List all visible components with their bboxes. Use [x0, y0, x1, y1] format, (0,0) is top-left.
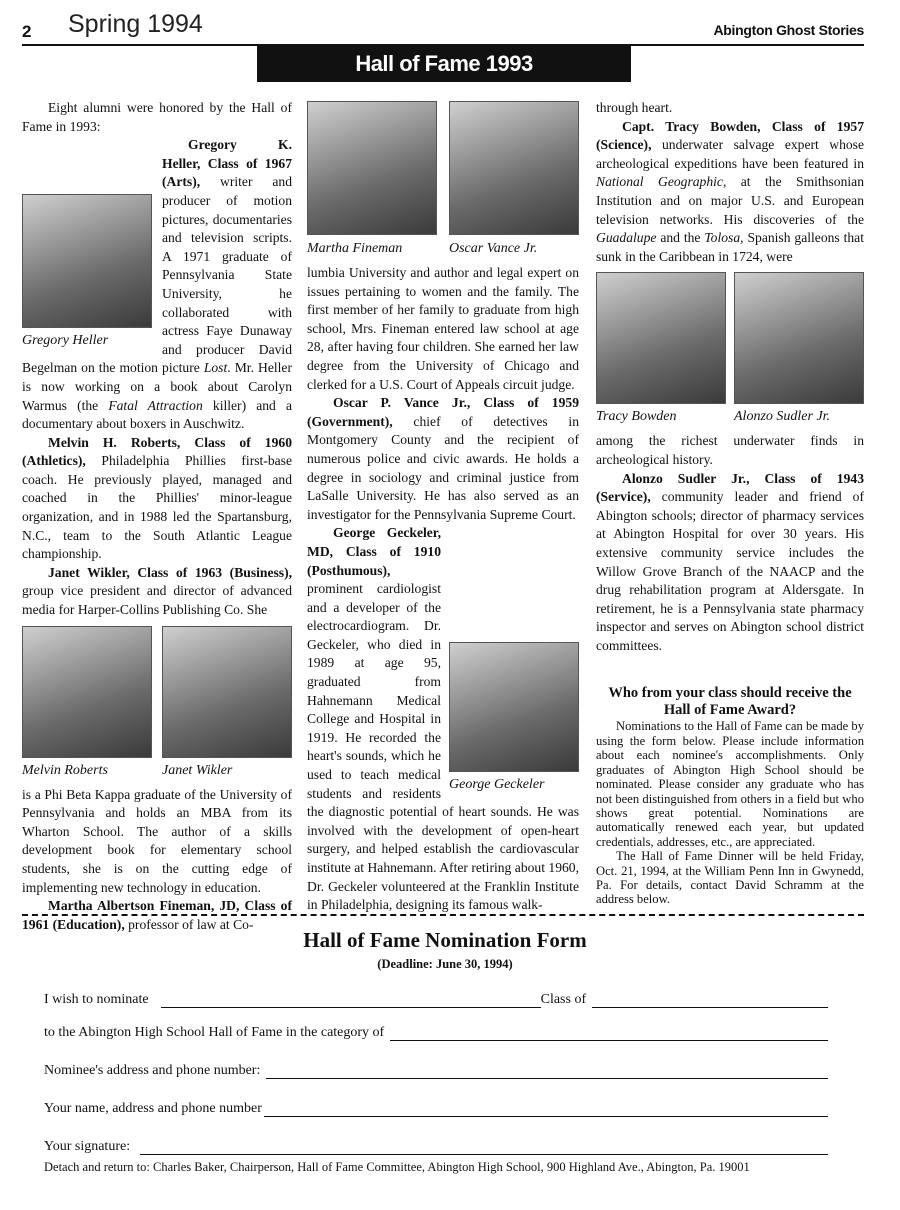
- column-3: [596, 99, 864, 907]
- portrait-image: [22, 626, 152, 758]
- honoree-name: Gregory K. Heller, Class of 1967 (Arts),: [162, 137, 292, 190]
- photo-caption: Tracy Bowden: [596, 409, 677, 425]
- category-field[interactable]: [390, 1026, 828, 1041]
- italic-title: National Geographic: [596, 174, 723, 190]
- bio-bowden: [596, 118, 864, 267]
- intro-paragraph: [22, 99, 292, 136]
- nominee-address-row: [44, 1063, 828, 1079]
- nomination-info-box: [596, 685, 864, 906]
- text-run: writer and producer of motion pictures, documentaries and television scripts. A 1971 graduate of Pennsylvania State University, he collaborated with actress Faye Dunaway and producer David Begelman on the motion picture: [22, 174, 292, 376]
- nominee-address-label: Nominee's address and phone number:: [44, 1063, 261, 1078]
- class-field[interactable]: [592, 993, 828, 1008]
- return-address: Detach and return to: Charles Baker, Chairperson, Hall of Fame Committee, Abington High School, 900 Highland Ave., Abington, Pa. 19001: [44, 1160, 750, 1174]
- text-run: lumbia University and author and legal expert on issues pertaining to women and the family. The first member of her family to graduate from high school, Mrs. Fineman entered law school at age 28, after having four children. She earned her law degree from the University of Chicago and clerked for a U.S. Court of Appeals circuit judge.: [307, 265, 579, 392]
- bio-roberts: [22, 434, 292, 564]
- italic-title: Guadalupe: [596, 230, 657, 246]
- text-run: professor of law at Co-: [128, 916, 254, 932]
- honoree-name: Alonzo Sudler Jr., Class of 1943 (Service),: [596, 470, 864, 505]
- portrait-image: [449, 642, 579, 772]
- box-title: Who from your class should receive the Hall of Fame Award?: [608, 685, 852, 719]
- text-run: , at the Smithsonian Institution and on major U.S. and European television networks. His discoveries of the: [596, 174, 864, 227]
- nominee-name-field[interactable]: [161, 993, 541, 1008]
- honoree-name: Janet Wikler, Class of 1963 (Business),: [48, 564, 292, 580]
- photo-sudler: [734, 272, 864, 426]
- photo-caption: Alonzo Sudler Jr.: [734, 409, 831, 425]
- photo-heller: [22, 194, 152, 350]
- article-banner: Hall of Fame 1993: [257, 46, 631, 82]
- publication-title: Abington Ghost Stories: [713, 22, 864, 38]
- form-deadline: (Deadline: June 30, 1994): [377, 957, 513, 971]
- photo-wikler: [162, 626, 292, 780]
- italic-title: Lost: [203, 360, 228, 376]
- column-2: [307, 101, 579, 915]
- bio-vance: [307, 394, 579, 524]
- bio-fineman-cont: [307, 264, 579, 394]
- portrait-image: [22, 194, 152, 328]
- nominate-label: I wish to nominate: [44, 992, 149, 1007]
- photo-caption: Janet Wikler: [162, 762, 233, 778]
- text-run: among the richest underwater finds in archeological history.: [596, 433, 864, 467]
- honoree-name: George Geckeler, MD, Class of 1910 (Posthumous),: [307, 525, 441, 578]
- box-paragraph: The Hall of Fame Dinner will be held Friday, Oct. 21, 1994, at the William Penn Inn in Gwynedd, Pa. For details, contact David Schramm at the address below.: [596, 849, 864, 907]
- text-run: community leader and friend of Abington schools; director of pharmacy services at Abington Hospital for over 30 years. His extensive community service includes the Willow Grove Branch of the NAACP and the drug rehabilitation program at Aldersgate. In retirement, he is a Pennsylvania state pharmacy inspector and serves on Abington school district committees.: [596, 489, 864, 653]
- photo-row: [307, 101, 579, 258]
- column-1: [22, 99, 292, 934]
- your-name-field[interactable]: [264, 1102, 828, 1117]
- text-run: underwater salvage expert whose archeological expeditions have been featured in: [596, 137, 864, 171]
- honoree-name: Martha Albertson Fineman, JD, Class of 1961 (Education),: [22, 898, 292, 932]
- portrait-image: [449, 101, 579, 235]
- portrait-image: [734, 272, 864, 404]
- photo-geckeler: [449, 642, 579, 794]
- text-run: prominent cardiologist and a developer of the electrocardiogram. Dr. Geckeler, who died in 1989 at age 95, graduated from Hahnemann Medical College and Hospital in 1919. He recorded the heart's sounds, which he used to teach medical students and residents the diagnostic potential of heart sounds. He was involved with the development of open-heart surgery, and helped establish the cardiovascular institute at Hahnemann. After retiring about 1960, Dr. Geckeler volunteered at the Franklin Institute in Philadelphia, designing its famous walk-: [307, 581, 579, 913]
- nominate-row: [44, 992, 828, 1008]
- photo-caption: Gregory Heller: [22, 333, 109, 349]
- bio-sudler: [596, 470, 864, 656]
- category-label: to the Abington High School Hall of Fame in the category of: [44, 1025, 385, 1040]
- portrait-image: [162, 626, 292, 758]
- bio-geckeler-cont: [596, 99, 864, 118]
- photo-roberts: [22, 626, 152, 780]
- photo-fineman: [307, 101, 437, 258]
- your-name-label: Your name, address and phone number: [44, 1101, 262, 1116]
- signature-field[interactable]: [140, 1140, 828, 1155]
- text-run: chief of detectives in Montgomery County and the recipient of numerous police and civic awards. He holds a degree in sociology and criminal justice from LaSalle University. He has also served as an investigator for the Pennsylvania Supreme Court.: [307, 413, 580, 522]
- text-run: Eight alumni were honored by the Hall of Fame in 1993:: [22, 100, 292, 134]
- text-run: , Spanish galleons that sunk in the Caribbean in 1724, were: [596, 230, 864, 264]
- box-paragraph: Nominations to the Hall of Fame can be made by using the form below. Please include information about each nominee's accomplishments. Only graduates of Abington High School should be nominated. Please consider any graduate who has not been distinguished from others in a field but who shows great potential. Nominations are automatically renewed each year, but updated credentials, addresses, etc., are appreciated.: [596, 719, 864, 849]
- text-run: Philadelphia Phillies first-base coach. He previously played, managed and coached in the Phillies' minor-league organization, and in 1988 led the Spartansburg, N.C., team to the South Atlantic League championship.: [22, 453, 292, 562]
- form-title: Hall of Fame Nomination Form: [303, 928, 587, 952]
- signature-row: [44, 1139, 828, 1155]
- signature-label: Your signature:: [44, 1139, 131, 1154]
- portrait-image: [596, 272, 726, 404]
- honoree-name: Oscar P. Vance Jr., Class of 1959 (Government),: [307, 395, 579, 429]
- photo-caption: Melvin Roberts: [22, 762, 108, 778]
- your-name-row: [44, 1101, 828, 1117]
- photo-bowden: [596, 272, 726, 426]
- photo-row: [596, 272, 864, 426]
- honoree-name: Melvin H. Roberts, Class of 1960 (Athletics),: [22, 434, 292, 469]
- text-run: killer) and a documentary about boxers in Auschwitz.: [22, 397, 292, 432]
- bio-wikler-cont: [22, 786, 292, 898]
- photo-caption: George Geckeler: [449, 777, 545, 793]
- bio-wikler: [22, 564, 292, 620]
- italic-title: Tolosa: [704, 230, 741, 246]
- photo-row: [22, 626, 292, 780]
- issue-date: Spring 1994: [68, 10, 203, 38]
- photo-vance: [449, 101, 579, 258]
- text-run: through heart.: [596, 100, 673, 115]
- nominee-address-field[interactable]: [266, 1064, 828, 1079]
- category-row: [44, 1025, 828, 1041]
- honoree-name: Capt. Tracy Bowden, Class of 1957 (Science),: [596, 118, 864, 153]
- italic-title: Fatal Attraction: [108, 397, 203, 413]
- portrait-image: [307, 101, 437, 235]
- detach-line: [22, 914, 864, 916]
- text-run: . Mr. Heller is now working on a book about Carolyn Warmus (the: [22, 360, 292, 413]
- photo-caption: Oscar Vance Jr.: [449, 241, 538, 256]
- bio-bowden-cont: [596, 432, 864, 469]
- text-run: and the: [656, 230, 705, 246]
- text-run: is a Phi Beta Kappa graduate of the University of Pennsylvania and holds an MBA from its Wharton School. The author of a skills development book for elementary school students, she is on the cutting edge of implementing new technology in education.: [22, 786, 292, 895]
- class-label: Class of: [540, 992, 587, 1007]
- photo-caption: Martha Fineman: [307, 241, 403, 256]
- page-number: 2: [22, 22, 32, 41]
- text-run: group vice president and director of advanced media for Harper-Collins Publishing Co. She: [22, 583, 292, 618]
